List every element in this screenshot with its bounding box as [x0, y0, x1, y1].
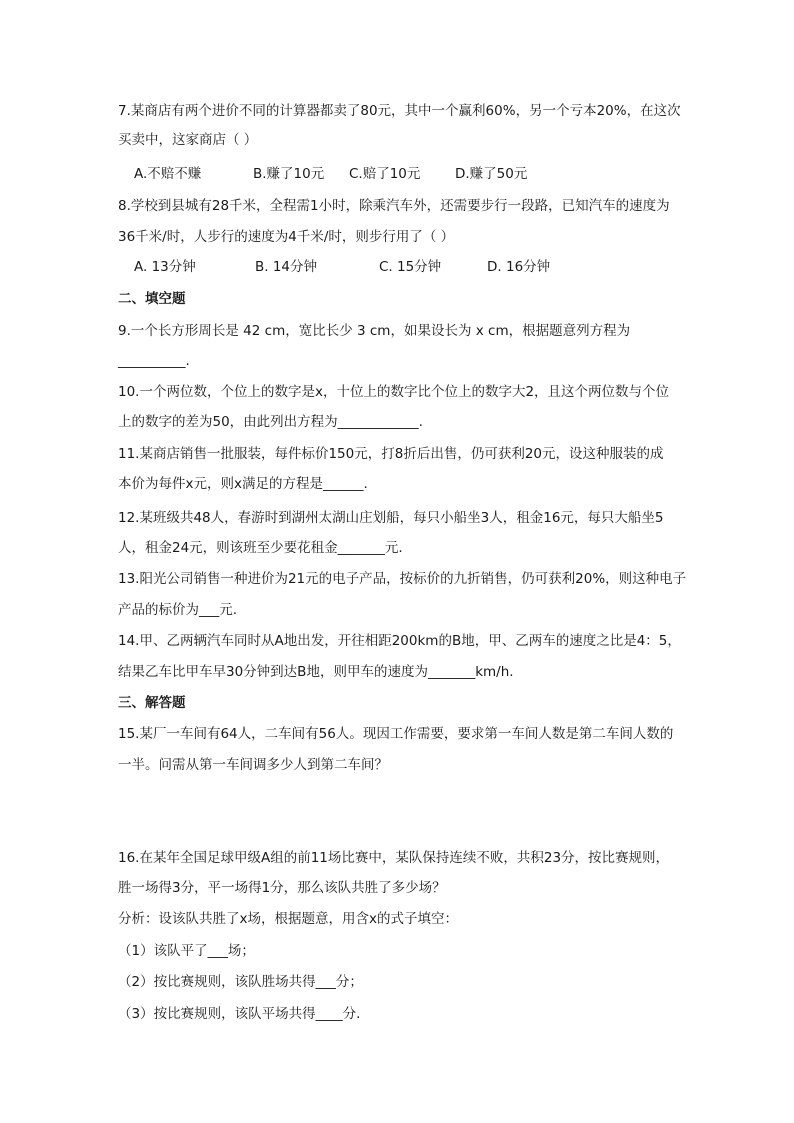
- q7-options: [134, 164, 527, 184]
- q7-text-line2: 买卖中，这家商店（ ）: [118, 132, 258, 148]
- q10-text-line1: 10.一个两位数，个位上的数字是x，十位上的数字比个位上的数字大2，且这个两位数与个位: [118, 384, 670, 400]
- q15-text-line2: 一半。问需从第一车间调多少人到第二车间？: [118, 757, 388, 773]
- q16-sub3: （3）按比赛规则，该队平场共得____分.: [118, 1006, 361, 1022]
- q14-text-line1: 14.甲、乙两辆汽车同时从A地出发，开往相距200km的B地，甲、乙两车的速度之比是4：5，: [118, 633, 681, 649]
- q7-text-line1: 7.某商店有两个进价不同的计算器都卖了80元，其中一个赢利60%，另一个亏本20%，在这次: [118, 103, 681, 119]
- q7-option-a: A.不赔不赚: [134, 166, 202, 182]
- q7-option-d: D.赚了50元: [455, 166, 528, 182]
- q14-text-line2: 结果乙车比甲车早30分钟到达B地，则甲车的速度为_______km/h.: [118, 664, 514, 680]
- q16-sub1: （1）该队平了___场；: [118, 943, 255, 959]
- q11-text-line1: 11.某商店销售一批服装，每件标价150元，打8折后出售，仍可获利20元，设这种服装的成: [118, 446, 664, 462]
- q13-text-line1: 13.阳光公司销售一种进价为21元的电子产品，按标价的九折销售，仍可获利20%，则这种电子: [118, 571, 687, 587]
- section-heading-fill-in: 二、填空题: [118, 291, 186, 307]
- q8-text-line1: 8.学校到县城有28千米，全程需1小时，除乘汽车外，还需要步行一段路，已知汽车的速度为: [118, 198, 670, 214]
- q16-sub2: （2）按比赛规则，该队胜场共得___分；: [118, 974, 363, 990]
- q15-text-line1: 15.某厂一车间有64人，二车间有56人。现因工作需要，要求第一车间人数是第二车间人数的: [118, 726, 674, 742]
- section-heading-solve: 三、解答题: [118, 695, 186, 711]
- q8-option-d: D. 16分钟: [487, 259, 551, 275]
- q11-text-line2: 本价为每件x元，则x满足的方程是______.: [118, 476, 368, 492]
- q16-analysis: 分析：设该队共胜了x场，根据题意，用含x的式子填空：: [118, 911, 458, 927]
- q12-text-line1: 12.某班级共48人，春游时到湖州太湖山庄划船，每只小船坐3人，租金16元，每只大船坐5: [118, 510, 664, 526]
- q16-text-line1: 16.在某年全国足球甲级A组的前11场比赛中，某队保持连续不败，共积23分，按比赛规则，: [118, 850, 670, 866]
- q8-option-c: C. 15分钟: [379, 259, 442, 275]
- q8-option-a: A. 13分钟: [134, 259, 196, 275]
- q8-options: [134, 257, 550, 277]
- q9-text-line1: 9.一个长方形周长是 42 cm，宽比长少 3 cm，如果设长为 x cm，根据题意列方程为: [118, 323, 631, 339]
- q10-text-line2: 上的数字的差为50，由此列出方程为____________.: [118, 414, 423, 430]
- q12-text-line2: 人，租金24元，则该班至少要花租金_______元.: [118, 540, 403, 556]
- q16-text-line2: 胜一场得3分，平一场得1分，那么该队共胜了多少场？: [118, 880, 446, 896]
- q8-option-b: B. 14分钟: [255, 259, 318, 275]
- q13-text-line2: 产品的标价为___元.: [118, 602, 238, 618]
- q7-option-b: B.赚了10元: [253, 166, 325, 182]
- q9-text-line2: __________.: [118, 353, 190, 369]
- q8-text-line2: 36千米/时，人步行的速度为4千米/时，则步行用了（ ）: [118, 229, 455, 245]
- q7-option-c: C.赔了10元: [349, 166, 421, 182]
